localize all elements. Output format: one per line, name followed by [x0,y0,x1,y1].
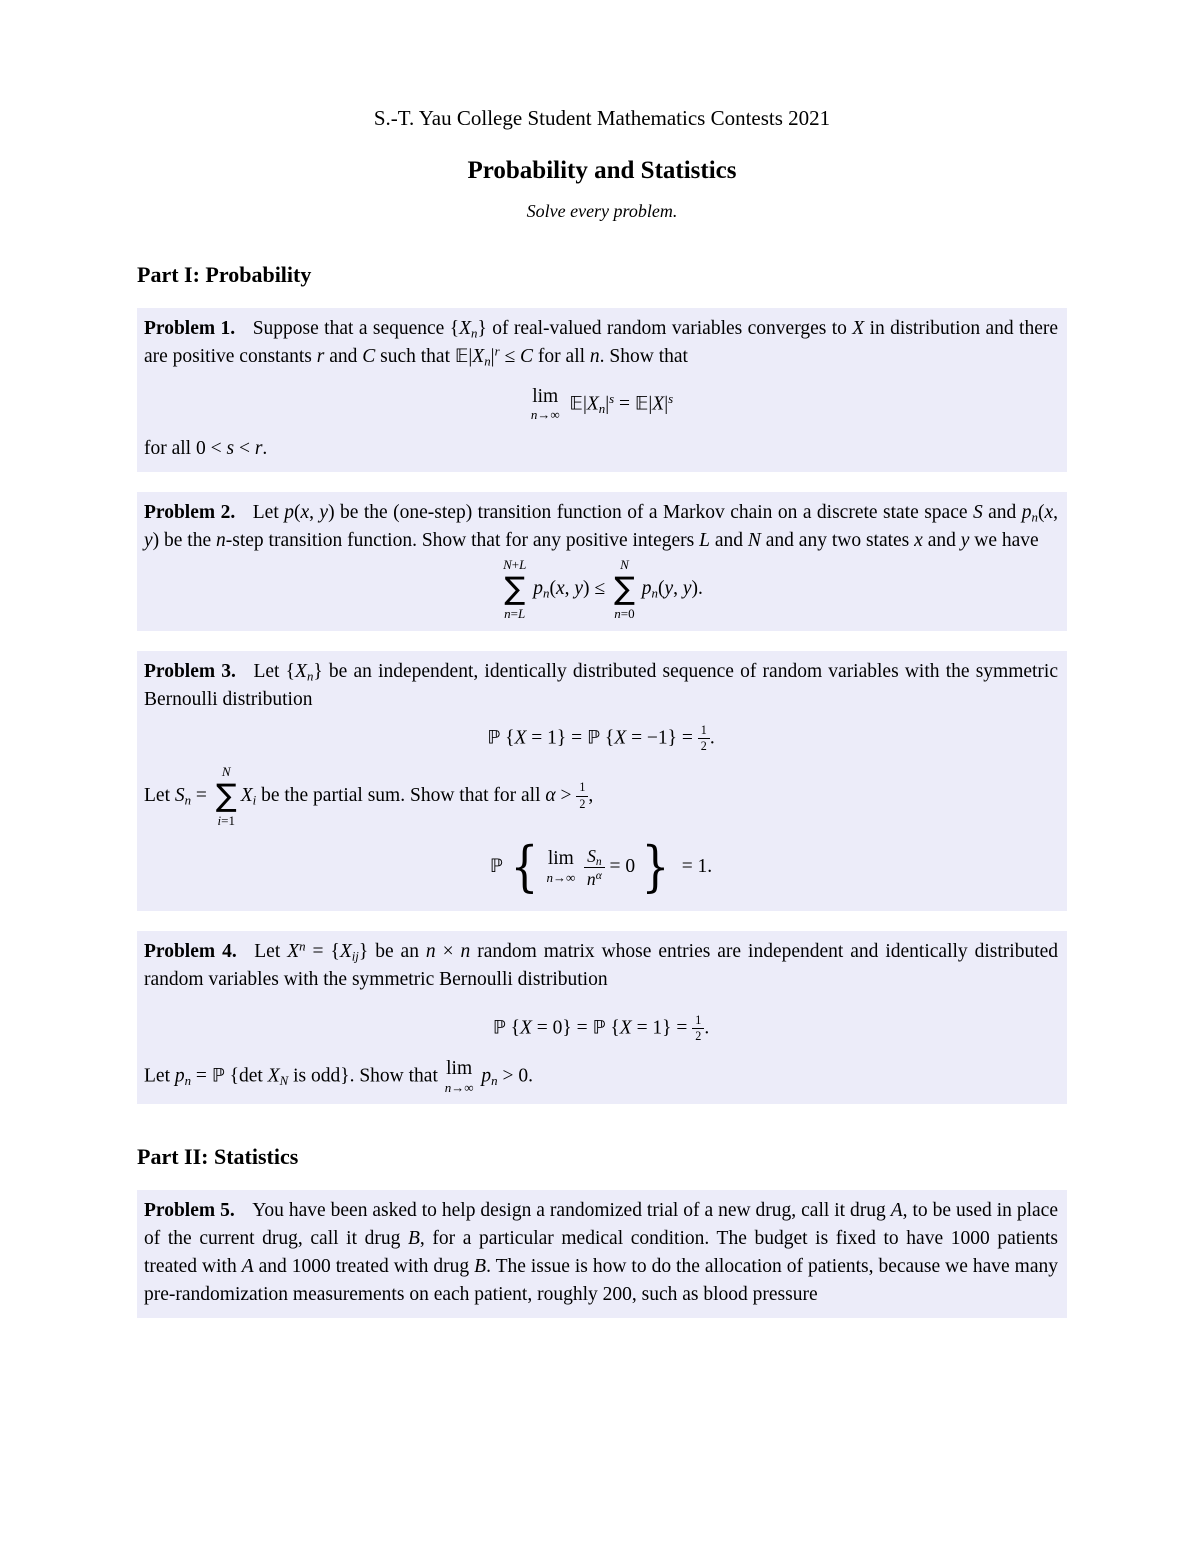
subscript [185,1075,191,1089]
numerator: 1 [698,724,710,739]
problem-4-block [137,931,1067,1105]
math-variable: N [221,763,231,779]
math-variable: s [668,392,674,407]
math-variable: S [972,502,983,524]
blackboard-letter: ℙ [587,727,601,749]
math-variable: y [144,530,153,552]
part-i-heading: Part I: Probability [137,262,312,287]
superscript [668,392,673,406]
math-variable: n [306,669,314,684]
superscript [596,869,602,882]
math-variable: n [595,854,602,868]
math-variable: X [619,1017,632,1039]
subscript [652,587,658,601]
math-variable: C [520,346,534,367]
paragraph: Problem 2. Let p(x, y) be the (one-step) transition function of a Markov chain on a discrete state space S and pn(x, y) be the n-step transition function. Show that for any positive integers L and N and any two states x and y we have [144,502,1058,552]
blackboard-letter: ℙ [492,1017,506,1039]
paragraph: Let pn = ℙ {det XN is odd}. Show that lim n→∞ pn > 0. [144,1058,533,1095]
superscript [299,939,305,953]
lim-word: lim [547,848,574,870]
math-variable: x [555,578,565,600]
limit [546,849,575,885]
document-subtitle: Solve every problem. [526,201,678,221]
lim-word: lim [532,386,559,407]
problem-3-block [137,651,1067,911]
paragraph: Let Sn = N ∑ i=1 Xi be the partial sum. Show that for all α > $\frac{1}{2}$ , [144,763,594,828]
math-variable: n [504,605,511,621]
blackboard-letter: 𝔼 [454,346,469,367]
math-variable: X [586,393,599,415]
math-variable: B [474,1256,487,1278]
sum-lower-limit: n=L [504,605,526,621]
denominator [587,868,602,889]
fraction [698,724,710,754]
math-variable: p [174,1065,185,1087]
sum-lower-limit: n=0 [614,605,635,621]
summation [614,557,635,622]
problem-1-block [137,308,1067,472]
math-variable: S [587,845,596,866]
sigma-symbol: ∑ [504,571,526,608]
summation [503,557,526,622]
math-variable: α [595,869,602,883]
limit [445,1059,474,1095]
problem-label: Problem 5. [144,1200,235,1222]
math-variable: X [652,393,665,415]
display-equation: lim n→∞ $𝔼|Xn|^s$ = $𝔼|X|^s$ [530,386,674,423]
math-variable: n [425,940,436,962]
problem-5-block [137,1190,1067,1318]
part-ii-heading: Part II: Statistics [137,1144,299,1170]
limit [531,387,560,423]
math-variable: S [174,784,185,806]
subscript [484,355,490,369]
problem-2-block [137,492,1067,631]
big-brace: } [641,835,670,899]
math-variable: L [699,530,710,552]
math-variable: α [545,784,556,806]
math-variable: p [1021,502,1032,524]
math-variable: N [279,1074,289,1089]
math-variable: i [217,812,222,828]
lim-word: lim [446,1058,473,1080]
problem-label: Problem 1. [144,318,236,339]
display-equation: ℙ {X = 1} = ℙ {X = −1} = $\frac{1}{2}$ . [487,723,715,754]
blackboard-letter: 𝔼 [634,393,649,415]
subscript [280,1075,289,1089]
math-variable: N [503,557,512,573]
math-variable: y [682,578,692,600]
problem-label: Problem 4. [144,940,237,962]
document-title: Probability and Statistics [467,157,737,184]
math-variable: N [620,557,629,573]
sigma-symbol: ∑ [215,777,237,814]
problem-label: Problem 2. [144,502,236,524]
lim-subscript: n→∞ [546,869,576,885]
math-variable: x [914,530,923,552]
math-variable: n [1031,510,1038,525]
math-variable: y [664,578,674,600]
denominator: 2 [700,739,707,754]
math-variable: n [586,868,596,889]
math-variable: n [614,605,621,621]
fraction [576,781,588,811]
math-variable: N [747,530,761,552]
math-variable: p [481,1065,492,1087]
math-variable: X [295,661,307,683]
sum-lower-limit: i=1 [217,812,235,828]
subscript [599,402,605,416]
display-equation: N+L ∑ n=L pn(x, y) ≤ N ∑ n=0 pn(y, y). [503,557,703,621]
math-variable: n [471,326,478,341]
numerator: 1 [576,781,588,796]
subscript [543,587,549,601]
document-header [137,106,1067,222]
math-variable: C [362,346,376,367]
blackboard-letter: ℙ [592,1017,606,1039]
superscript [495,345,500,359]
blackboard-letter: ℙ [487,727,501,749]
lim-subscript: n→∞ [530,407,560,423]
math-variable: X [240,784,253,806]
math-variable: n [444,1079,452,1095]
math-variable: L [519,557,527,573]
math-variable: X [614,727,627,749]
paragraph: for all 0 < s < r. [144,438,268,460]
math-variable: n [460,940,471,962]
math-variable: ij [351,949,359,964]
math-variable: n [491,1074,498,1089]
math-variable: n [484,354,491,369]
fraction [692,1014,704,1044]
math-variable: y [960,530,970,552]
math-variable: L [518,605,526,621]
math-variable: X [852,318,865,339]
blackboard-letter: ℙ [211,1065,225,1087]
summation [216,764,237,829]
math-variable: r [254,438,263,460]
math-variable: A [241,1256,254,1278]
math-variable: A [890,1200,903,1222]
denominator: 2 [579,796,586,811]
math-variable: B [408,1228,420,1250]
math-variable: n [530,407,538,423]
math-variable: X [472,346,485,367]
math-variable: p [533,578,544,600]
math-variable: X [459,318,471,339]
subscript [352,949,359,963]
superscript [609,392,614,406]
paragraph: Problem 1. Suppose that a sequence {Xn} of real-valued random variables converges to X in distribution and there are positive constants r and C such that $𝔼|Xn|^r \le C$ for all n. Show that [144,318,1059,369]
math-variable: n [598,402,606,417]
math-variable: X [514,727,527,749]
sum-upper-limit: N+L [503,557,527,573]
document-page [137,0,1067,1318]
math-variable: s [226,438,235,460]
lim-subscript: n→∞ [444,1079,474,1095]
math-variable: X [287,940,300,962]
blackboard-letter: 𝔼 [569,393,583,415]
blackboard-letter: ℙ [489,855,503,877]
math-variable: X [520,1017,532,1039]
problem-label: Problem 3. [144,661,236,683]
paragraph: Problem 3. Let {Xn} be an independent, identically distributed sequence of random variables with the symmetric Bernoulli distribution [144,661,1059,711]
math-variable: X [339,940,352,962]
subscript [307,670,313,684]
math-variable: s [609,392,615,407]
math-variable: p [284,502,294,524]
subscript [491,1075,497,1089]
denominator: 2 [695,1029,702,1044]
math-variable: n [543,586,550,601]
display-equation: ℙ {X = 0} = ℙ {X = 1} = $\frac{1}{2}$ . [492,1012,710,1044]
math-variable: n [184,793,192,808]
math-variable: n [589,346,600,367]
big-brace: { [510,835,539,899]
paragraph: Problem 4. Let $X^n = \{Xij\}$ be an n × n random matrix whose entries are independent and identically distributed random variables with the symmetric Bernoulli distribution [144,939,1059,990]
math-variable: y [574,578,584,600]
math-variable: x [300,502,310,524]
math-variable: X [267,1065,280,1087]
math-variable: x [1044,502,1054,524]
math-variable: p [641,578,652,600]
institution-line: S.-T. Yau College Student Mathematics Contests 2021 [373,106,831,130]
subscript [185,793,191,807]
math-variable: n [216,530,226,552]
fraction [584,846,605,889]
math-variable: r [316,346,325,367]
subscript [596,855,602,868]
math-variable: r [494,344,500,359]
subscript [1032,511,1038,525]
numerator [584,846,605,868]
math-variable: n [651,586,658,601]
math-variable: y [319,502,329,524]
subscript [471,327,477,341]
sigma-symbol: ∑ [613,571,635,608]
display-equation: ℙ { lim n→∞ $\frac{Sn}{n^\alpha}$ = 0 } = 1. [489,835,713,899]
math-variable: n [299,939,306,954]
paragraph: Problem 5. You have been asked to help design a randomized trial of a new drug, call it drug A, to be used in place of the current drug, call it drug B, for a particular medical condition. The budget is fixed to have 1000 patients treated with A and 1000 treated with drug B. The issue is how to do the allocation of patients, because we have many pre-randomization measurements on each patient, roughly 200, such as blood pressure [144,1200,1059,1306]
math-variable: n [184,1074,192,1089]
subscript [253,793,257,807]
math-variable: n [546,869,553,885]
numerator: 1 [692,1014,704,1029]
math-variable: i [252,793,257,808]
